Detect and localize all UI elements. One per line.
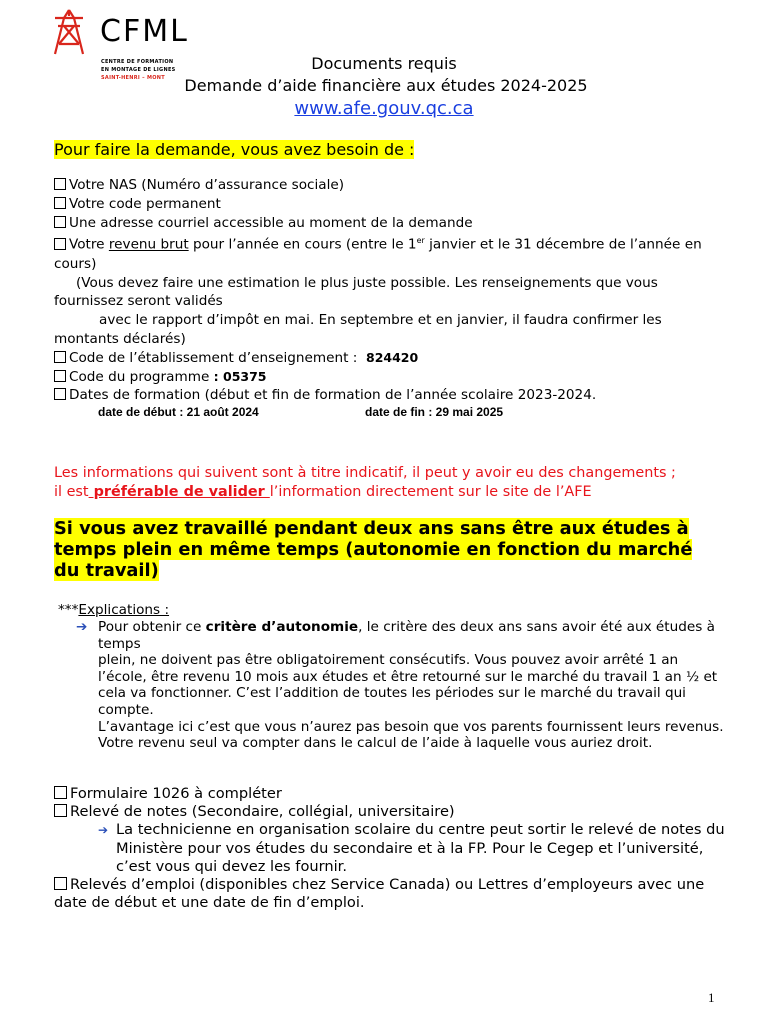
list-item: Relevés d’emploi (disponibles chez Service Canada) ou Lettres d’employeurs avec une date de début et une date de fin d’emploi. [54, 876, 705, 912]
page-subtitle: Demande d’aide financière aux études 2024-2025 [184, 76, 588, 95]
checkbox[interactable] [54, 370, 66, 382]
list-item: Une adresse courriel accessible au moment de la demande [54, 214, 714, 233]
requirements-heading: Pour faire la demande, vous avez besoin de : [54, 140, 415, 159]
logo-subtitle: CENTRE DE FORMATION EN MONTAGE DE LIGNES SAINT-HENRI – MONT [101, 59, 176, 81]
list-item: Dates de formation (début et fin de formation de l’année scolaire 2023-2024. [54, 386, 714, 405]
date-fin: date de fin : 29 mai 2025 [365, 405, 504, 419]
explications-body: ➔ Pour obtenir ce critère d’autonomie, le critère des deux ans sans avoir été aux études à temps plein, ne doivent pas être obligatoirement consécutifs. Vous pouvez avoir arrêté 1 an l’école, être revenu 10 mois aux études et être retourné sur le marché du travail 1 an ½ et cela va fonctionner. C’est l’addition de toutes les périodes sur le marché du travail qui compte. L’avantage ici c’est que vous n’aurez pas besoin que vos parents fournissent leurs revenus. Votre revenu seul va compter dans le calcul de l’aide à laquelle vous auriez droit. [76, 619, 724, 752]
checkbox[interactable] [54, 388, 66, 400]
checkbox[interactable] [54, 197, 66, 209]
documents-list [54, 785, 734, 912]
arrow-right-icon: ➔ [76, 619, 88, 635]
page-title: Documents requis [311, 54, 457, 73]
revenue-note-2: avec le rapport d’impôt en mai. En septembre et en janvier, il faudra confirmer les montants déclarés) [54, 312, 662, 347]
revenue-note: (Vous devez faire une estimation le plus juste possible. Les renseignements que vous fournissez seront validés [54, 274, 658, 310]
autonomie-heading: Si vous avez travaillé pendant deux ans sans être aux études à temps plein en même temps (autonomie en fonction du marché du travail) [54, 518, 693, 581]
arrow-right-icon: ➔ [98, 823, 109, 838]
checkbox[interactable] [54, 178, 66, 190]
list-item: ➔ La technicienne en organisation scolaire du centre peut sortir le relevé de notes du Ministère pour vos études du secondaire et à la FP. Pour le Cegep et l’université, c’est vous qui devez les fournir. [98, 821, 725, 875]
checkbox[interactable] [54, 877, 67, 890]
list-item: Votre NAS (Numéro d’assurance sociale) [54, 176, 714, 195]
checkbox[interactable] [54, 238, 66, 250]
explications-label: ***Explications : [58, 602, 170, 618]
checkbox[interactable] [54, 216, 66, 228]
afe-website-link[interactable]: www.afe.gouv.qc.ca [294, 98, 474, 119]
list-item: Formulaire 1026 à compléter [54, 785, 734, 803]
pylon-logo-icon [52, 8, 86, 56]
list-item: Votre code permanent [54, 195, 714, 214]
checkbox[interactable] [54, 786, 67, 799]
notice-text: Les informations qui suivent sont à titre indicatif, il peut y avoir eu des changements ; il est préférable de valider l’information directement sur le site de l’AFE [54, 465, 676, 500]
preferable-link: préférable de valider [88, 484, 270, 500]
checkbox[interactable] [54, 351, 66, 363]
requirements-list [54, 176, 714, 405]
date-debut: date de début : 21 août 2024 [98, 405, 259, 419]
logo-name: CFML [100, 14, 189, 49]
list-item: Code du programme : 05375 [54, 368, 714, 387]
list-item: Votre revenu brut pour l’année en cours (entre le 1er janvier et le 31 décembre de l’année en cours) [54, 236, 702, 272]
list-item: Code de l’établissement d’enseignement : 824420 [54, 349, 714, 368]
list-item: Relevé de notes (Secondaire, collégial, universitaire) [54, 803, 734, 821]
checkbox[interactable] [54, 804, 67, 817]
page-number: 1 [708, 990, 715, 1005]
